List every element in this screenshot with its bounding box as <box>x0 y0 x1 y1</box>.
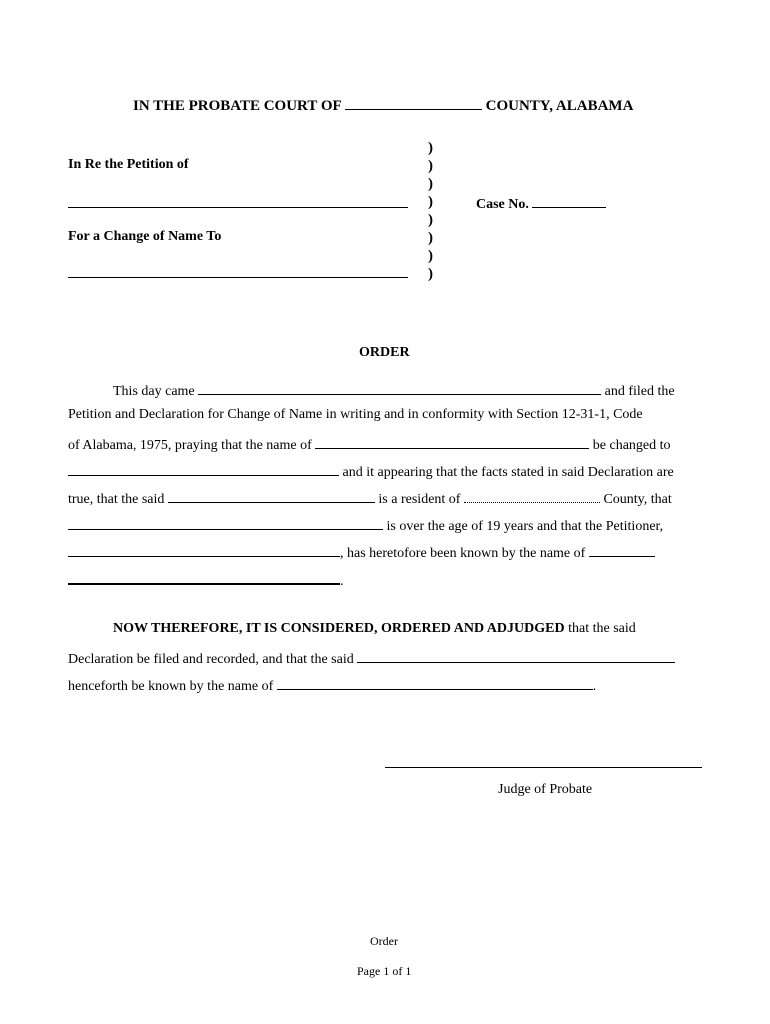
county-blank[interactable] <box>345 96 482 110</box>
decree-text: that the said <box>568 621 636 636</box>
change-label: For a Change of Name To <box>68 229 222 244</box>
order-text: is a resident of <box>378 492 461 507</box>
court-heading-prefix: IN THE PROBATE COURT OF <box>133 98 342 114</box>
case-label: Case No. <box>476 197 529 212</box>
new-name-blank[interactable] <box>68 277 408 278</box>
court-heading <box>133 96 633 114</box>
court-heading-suffix: COUNTY, ALABAMA <box>485 98 634 114</box>
judge-signature-line[interactable] <box>385 767 702 768</box>
decree-line-1 <box>113 622 636 636</box>
order-line-2: Petition and Declaration for Change of Name in writing and in conformity with Section 12-31-1, Code <box>68 407 643 422</box>
order-text: , has heretofore been known by the name of <box>340 546 586 561</box>
order-line-1 <box>113 381 675 399</box>
old-name-blank[interactable] <box>315 435 589 449</box>
age-name-blank[interactable] <box>68 516 383 530</box>
order-text: of Alabama, 1975, praying that the name of <box>68 438 312 453</box>
footer-page-number: Page 1 of 1 <box>357 964 412 978</box>
petitioner-blank[interactable] <box>198 381 601 395</box>
case-number <box>476 194 606 212</box>
paren: ) <box>428 140 433 156</box>
paren: ) <box>428 248 433 264</box>
decree-bold-text: NOW THEREFORE, IT IS CONSIDERED, ORDERED AND ADJUDGED <box>113 621 565 636</box>
order-text: and it appearing that the facts stated in said Declaration are <box>342 465 674 480</box>
paren: ) <box>428 266 433 282</box>
order-text: is over the age of 19 years and that the Petitioner, <box>386 519 664 534</box>
resident-county-blank[interactable] <box>464 489 600 503</box>
order-line-7 <box>68 543 655 561</box>
decree-text: henceforth be known by the name of <box>68 679 274 694</box>
decree-text: Declaration be filed and recorded, and that the said <box>68 652 354 667</box>
order-line-5 <box>68 489 672 507</box>
order-title: ORDER <box>359 345 410 360</box>
order-line-6 <box>68 516 663 534</box>
footer-doc-name: Order <box>370 934 398 948</box>
decree-line-3 <box>68 676 596 694</box>
order-text: County, that <box>603 492 672 507</box>
order-line-4 <box>68 462 674 480</box>
changed-name-blank[interactable] <box>68 462 339 476</box>
order-line-8 <box>68 570 344 589</box>
order-text: This day came <box>113 384 195 399</box>
decree-line-2 <box>68 649 675 667</box>
paren: ) <box>428 158 433 174</box>
paren: ) <box>428 212 433 228</box>
paren: ) <box>428 230 433 246</box>
order-line-3 <box>68 435 671 453</box>
order-text: and filed the <box>604 384 675 399</box>
paren: ) <box>428 194 433 210</box>
judge-label: Judge of Probate <box>498 782 593 797</box>
order-text: be changed to <box>592 438 671 453</box>
order-text: true, that the said <box>68 492 165 507</box>
final-name-blank[interactable] <box>277 676 593 690</box>
petition-label: In Re the Petition of <box>68 157 189 172</box>
resident-name-blank[interactable] <box>168 489 375 503</box>
known-name-blank-2[interactable] <box>68 570 340 585</box>
petitioner-name-blank[interactable] <box>68 207 408 208</box>
decree-text: . <box>592 679 597 694</box>
order-text: . <box>340 574 344 589</box>
known-name-blank[interactable] <box>589 543 655 557</box>
petitioner-name-blank-2[interactable] <box>68 543 340 557</box>
paren: ) <box>428 176 433 192</box>
case-number-blank[interactable] <box>532 194 606 208</box>
declarant-blank[interactable] <box>357 649 675 663</box>
caption-divider <box>428 139 438 283</box>
